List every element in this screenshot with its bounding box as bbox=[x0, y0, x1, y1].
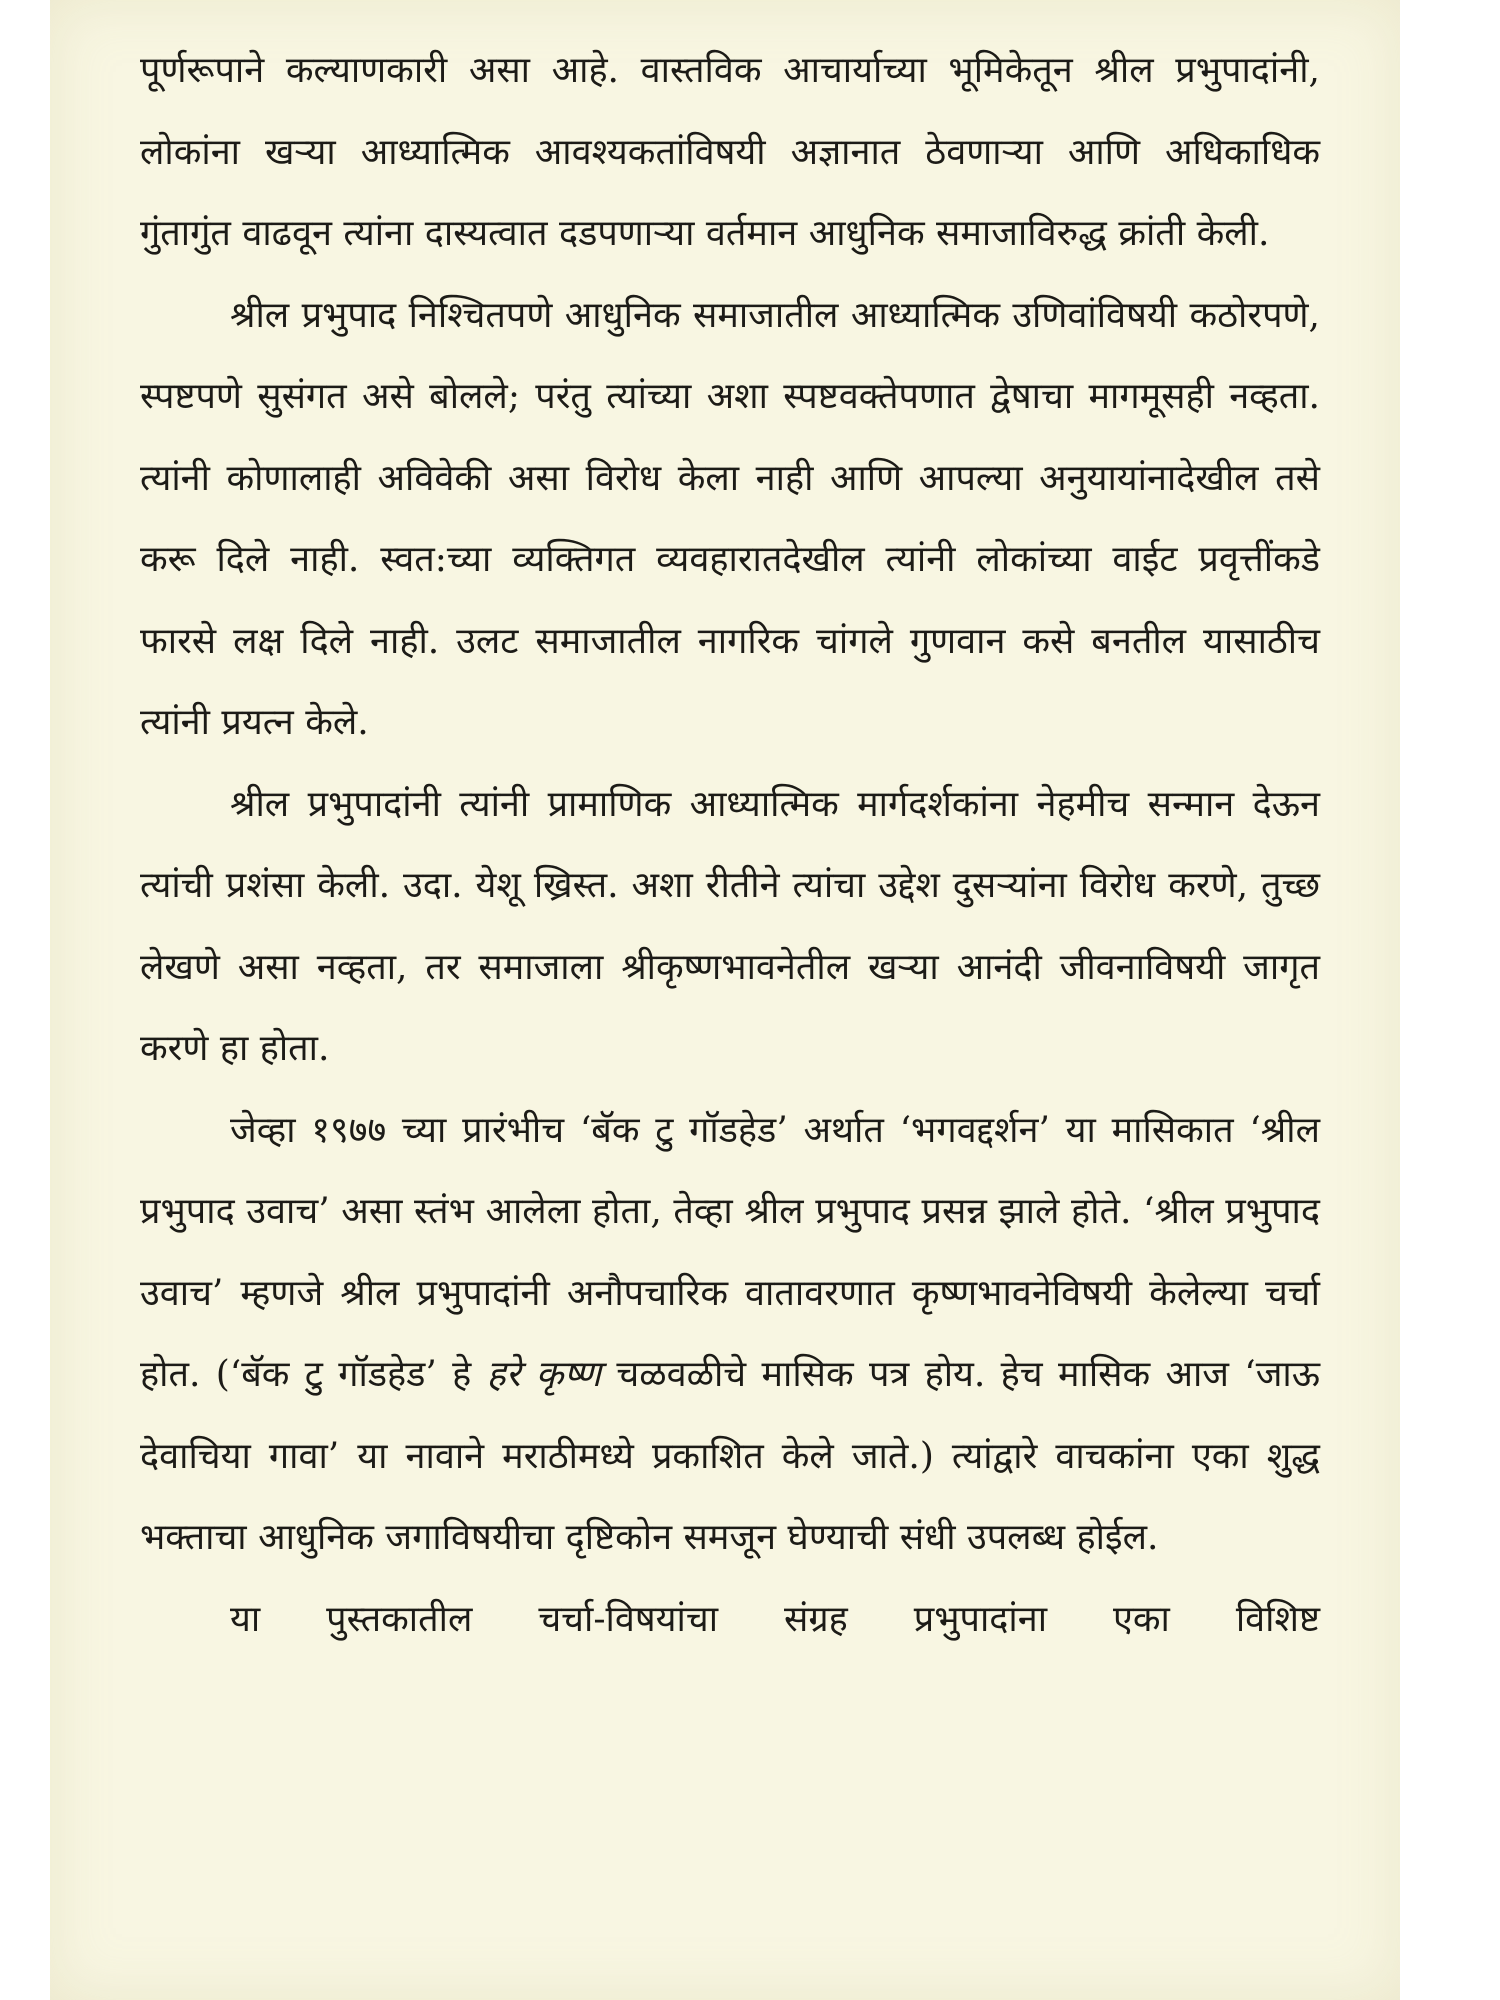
paragraph-4-italic: हरे कृष्ण bbox=[486, 1354, 602, 1395]
page-text bbox=[140, 30, 1320, 1660]
paragraph-1: पूर्णरूपाने कल्याणकारी असा आहे. वास्तविक आचार्याच्या भूमिकेतून श्रील प्रभुपादांनी, लोकांना खऱ्या आध्यात्मिक आवश्यकतांविषयी अज्ञानात ठेवणाऱ्या आणि अधिकाधिक गुंतागुंत वाढवून त्यांना दास्यत्वात दडपणाऱ्या वर्तमान आधुनिक समाजाविरुद्ध क्रांती केली. bbox=[140, 50, 1320, 254]
paragraph-4-part-1: जेव्हा १९७७ च्या प्रारंभीच ‘बॅक टु गॉडहेड’ अर्थात ‘भगवद्दर्शन’ या मासिकात ‘श्रील प्रभुपाद उवाच’ असा स्तंभ आलेला होता, तेव्हा श्रील प्रभुपाद प्रसन्न झाले होते. ‘श्रील प्रभुपाद उवाच’ म्हणजे श्रील प्रभुपादांनी अनौपचारिक वातावरणात कृष्णभावनेविषयी केलेल्या चर्चा होत. (‘बॅक टु गॉडहेड’ हे bbox=[140, 1109, 1320, 1395]
paragraph-3: श्रील प्रभुपादांनी त्यांनी प्रामाणिक आध्यात्मिक मार्गदर्शकांना नेहमीच सन्मान देऊन त्यांची प्रशंसा केली. उदा. येशू ख्रिस्त. अशा रीतीने त्यांचा उद्देश दुसऱ्यांना विरोध करणे, तुच्छ लेखणे असा नव्हता, तर समाजाला श्रीकृष्णभावनेतील खऱ्या आनंदी जीवनाविषयी जागृत करणे हा होता. bbox=[140, 783, 1320, 1069]
book-page bbox=[50, 0, 1400, 2000]
paragraph-2: श्रील प्रभुपाद निश्चितपणे आधुनिक समाजातील आध्यात्मिक उणिवांविषयी कठोरपणे, स्पष्टपणे सुसंगत असे बोलले; परंतु त्यांच्या अशा स्पष्टवक्तेपणात द्वेषाचा मागमूसही नव्हता. त्यांनी कोणालाही अविवेकी असा विरोध केला नाही आणि आपल्या अनुयायांनादेखील तसे करू दिले नाही. स्वत:च्या व्यक्तिगत व्यवहारातदेखील त्यांनी लोकांच्या वाईट प्रवृत्तींकडे फारसे लक्ष दिले नाही. उलट समाजातील नागरिक चांगले गुणवान कसे बनतील यासाठीच त्यांनी प्रयत्न केले. bbox=[140, 294, 1320, 743]
paragraph-5: या पुस्तकातील चर्चा-विषयांचा संग्रह प्रभुपादांना एका विशिष्ट bbox=[230, 1598, 1320, 1640]
paragraph-4-part-2: चळवळीचे मासिक पत्र होय. हेच मासिक आज ‘जाऊ देवाचिया गावा’ या नावाने मराठीमध्ये प्रकाशित केले जाते.) त्यांद्वारे वाचकांना एका शुद्ध भक्ताचा आधुनिक जगाविषयीचा दृष्टिकोन समजून घेण्याची संधी उपलब्ध होईल. bbox=[140, 1354, 1321, 1558]
paragraph-4 bbox=[140, 1090, 1320, 1579]
